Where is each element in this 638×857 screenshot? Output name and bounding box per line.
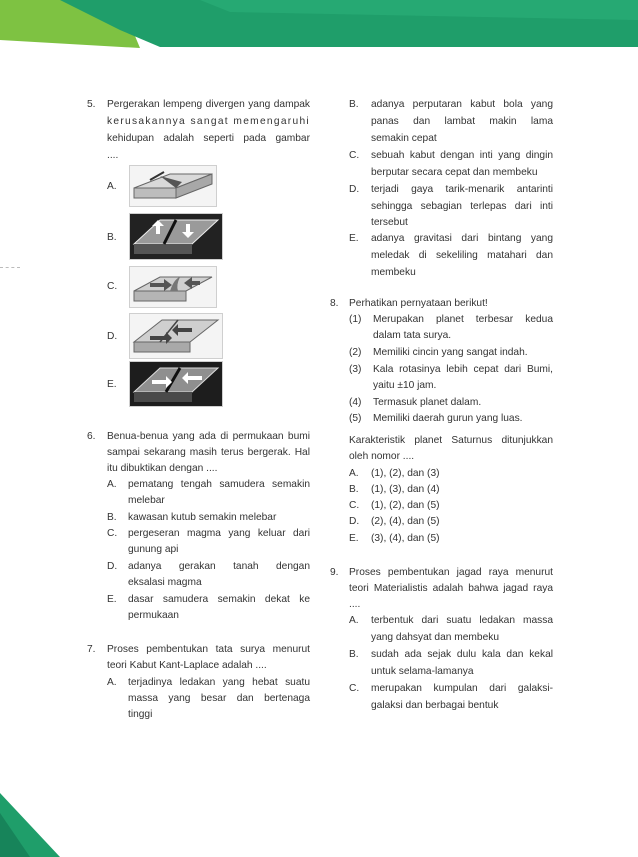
option-text-line: eksalasi magma [128,577,202,588]
question-text-line: .... [107,150,119,161]
option-text-line: membeku [371,267,416,278]
question-number: 7. [87,644,96,655]
statement-text-line: Memiliki cincin yang sangat indah. [373,347,528,358]
option-text-line: tinggi [128,709,153,720]
option-label: D. [107,561,118,572]
statement-text-line: yaitu ±10 jam. [373,380,437,391]
question-text-line: Karakteristik planet Saturnus ditunjukkan [349,435,553,446]
statement-text-line: Memiliki daerah gurun yang luas. [373,413,523,424]
option-text-line: meledak di sekeliling matahari dan [371,250,553,261]
question-text-line: oleh nomor .... [349,451,415,462]
option-label: A. [349,468,359,479]
option-text-line: untuk selama-lamanya [371,666,474,677]
question-text-line: itu dibuktikan dengan .... [107,463,218,474]
statement-label: (4) [349,397,362,408]
option-text-line: yang dahsyat dan membeku [371,632,499,643]
option-label: C. [349,683,360,694]
option-label: B. [107,512,117,523]
question-number: 9. [330,567,339,578]
option-text-line: permukaan [128,610,179,621]
statement-label: (1) [349,314,362,325]
option-text-line: terjadi gaya tarik-menarik antarinti [371,184,553,195]
option-text: (3), (4), dan (5) [371,533,440,544]
statement-label: (2) [349,347,362,358]
option-text-line: sebuah kabut dengan inti yang dingin [371,150,553,161]
question-text-line: teori Materialistis adalah bahwa jagad raya [349,583,553,594]
option-label: E. [349,233,359,244]
question-number: 5. [87,99,96,110]
option-label: A. [107,181,117,192]
option-text-line: galaksi dan berbagai bentuk [371,700,499,711]
statement-label: (5) [349,413,362,424]
question-number: 6. [87,431,96,442]
option-text: (2), (4), dan (5) [371,516,440,527]
plate-boundary-diagram-a-icon[interactable] [129,165,217,207]
option-label: B. [107,232,117,243]
option-label: E. [349,533,359,544]
option-label: E. [107,594,117,605]
option-text-line: semakin cepat [371,133,437,144]
question-text-line: teori Kabut Kant-Laplace adalah .... [107,660,267,671]
option-label: C. [107,528,118,539]
plate-boundary-diagram-e-icon[interactable] [129,361,223,407]
option-label: D. [107,331,118,342]
option-label: C. [107,281,118,292]
option-label: A. [349,615,359,626]
option-text: (1), (2), dan (3) [371,468,440,479]
question-number: 8. [330,298,339,309]
option-label: C. [349,500,360,511]
option-label: A. [107,677,117,688]
option-text: (1), (3), dan (4) [371,484,440,495]
option-text-line: melebar [128,495,165,506]
question-intro: Perhatikan pernyataan berikut! [349,298,488,309]
option-text-line: tersebut [371,217,408,228]
question-text-line: sampai sekarang masih terus bergerak. Hal [107,447,310,458]
margin-dash-marker [0,267,20,268]
option-label: B. [349,649,359,660]
option-text-line: adanya gravitasi dari bintang yang [371,233,553,244]
option-text-line: adanya perputaran kabut bola yang [371,99,553,110]
option-label: C. [349,150,360,161]
option-text-line: kawasan kutub semakin melebar [128,512,277,523]
option-label: A. [107,479,117,490]
plate-boundary-diagram-c-icon[interactable] [129,266,217,308]
option-label: D. [349,516,360,527]
option-text-line: pergeseran magma yang keluar dari [128,528,310,539]
question-text-line: Proses pembentukan tata surya menurut [107,644,310,655]
option-text-line: massa yang besar dan bertenaga [128,693,310,704]
option-text-line: terbentuk dari suatu ledakan massa [371,615,553,626]
option-text-line: sudah ada sejak dulu kala dan kekal [371,649,553,660]
statement-label: (3) [349,364,362,375]
option-text-line: sehingga sebagian terlepas dari inti [371,201,553,212]
statement-text-line: dalam tata surya. [373,330,452,341]
statement-text-line: Termasuk planet dalam. [373,397,482,408]
question-text-line: kerusakannya sangat memengaruhi [107,116,310,127]
option-text-line: pematang tengah samudera semakin [128,479,310,490]
option-label: B. [349,99,359,110]
plate-boundary-diagram-b-icon[interactable] [129,213,223,260]
option-text-line: merupakan kumpulan dari galaksi- [371,683,553,694]
option-text-line: adanya gerakan tanah dengan [128,561,310,572]
question-text-line: kehidupan adalah seperti pada gambar [107,133,310,144]
option-label: D. [349,184,360,195]
option-text: (1), (2), dan (5) [371,500,440,511]
option-text-line: gunung api [128,544,179,555]
option-text-line: dasar samudera semakin dekat ke [128,594,310,605]
statement-text-line: Merupakan planet terbesar kedua [373,314,553,325]
question-text-line: Proses pembentukan jagad raya menurut [349,567,553,578]
plate-boundary-diagram-d-icon[interactable] [129,313,223,359]
option-text-line: terjadinya ledakan yang hebat suatu [128,677,310,688]
statement-text-line: Kala rotasinya lebih cepat dari Bumi, [373,364,553,375]
question-text-line: .... [349,599,361,610]
question-text-line: Pergerakan lempeng divergen yang dampak [107,99,310,110]
option-text-line: berputar secara cepat dan membeku [371,167,538,178]
footer-corner-decoration [0,793,60,857]
question-text-line: Benua-benua yang ada di permukaan bumi [107,431,310,442]
option-label: B. [349,484,359,495]
option-label: E. [107,379,117,390]
option-text-line: panas dan lambat makin lama [371,116,553,127]
header-banner [0,0,638,62]
